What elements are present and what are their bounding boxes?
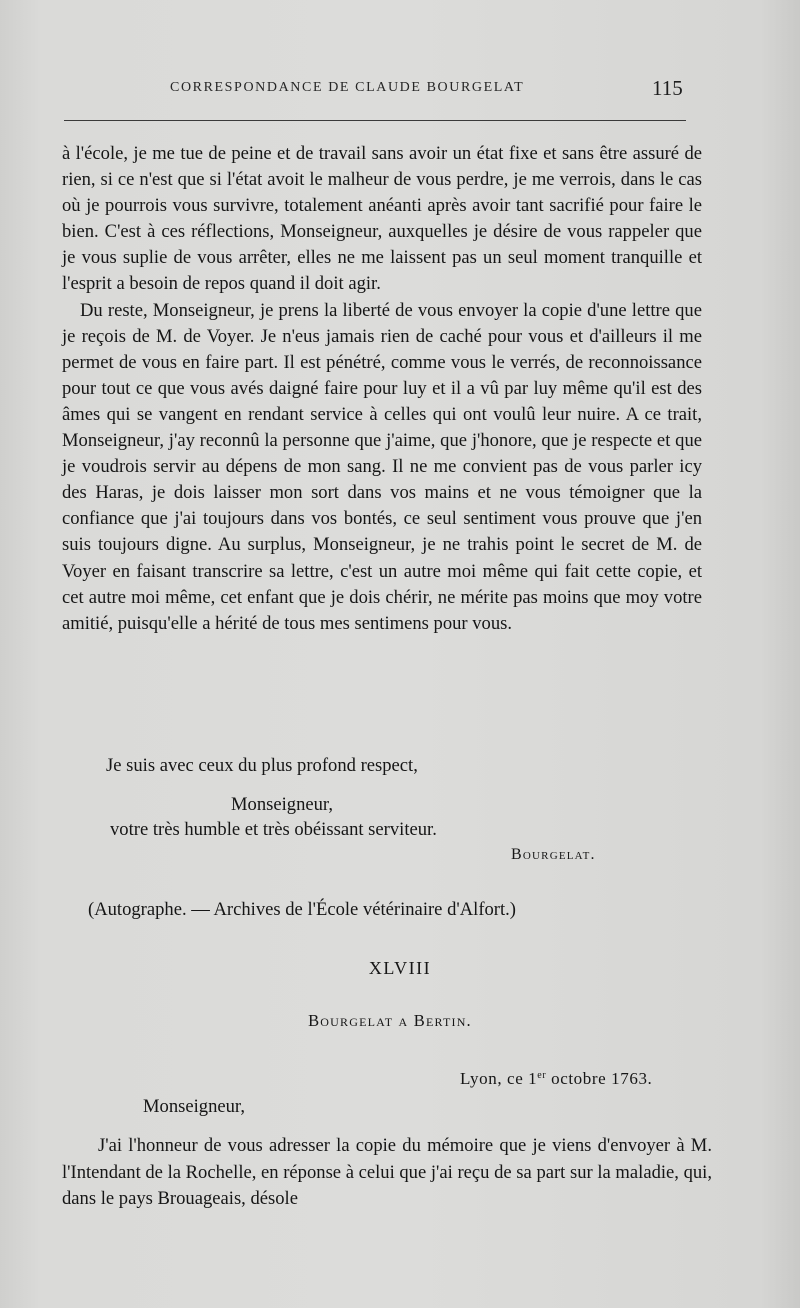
running-head — [0, 76, 800, 102]
paragraph: à l'école, je me tue de peine et de travail sans avoir un état fixe et sans être assuré de rien, si ce n'est que si l'état avoit le malheur de vous perdre, je me verrois, dans le cas où je pourrois vous survivre, totalement anéanti après avoir tant sacrifié pour faire le bien. C'est à ces réflections, Monseigneur, auxquelles je désire de vous rappeler que je vous suplie de vous arrêter, elles ne me laissent pas un seul moment tranquille et l'esprit a besoin de repos quand il doit agir. — [62, 143, 702, 295]
letter-body — [62, 141, 702, 637]
source-note: (Autographe. — Archives de l'École vétérinaire d'Alfort.) — [88, 899, 517, 920]
dateline-superscript: er — [537, 1070, 547, 1081]
running-title: CORRESPONDANCE DE CLAUDE BOURGELAT — [170, 80, 525, 95]
letter-heading: Bourgelat a Bertin. — [308, 1011, 472, 1030]
salutation: Monseigneur, — [143, 1096, 246, 1117]
closing-respect: Je suis avec ceux du plus profond respect, — [106, 755, 418, 776]
header-rule — [64, 120, 686, 121]
letter-body-2 — [62, 1133, 712, 1213]
dateline-suffix: octobre 1763. — [546, 1069, 653, 1088]
paragraph: J'ai l'honneur de vous adresser la copie du mémoire que je viens d'envoyer à M. l'Intendant de la Rochelle, en réponse à celui que j'ai reçu de sa part sur la maladie, qui, dans le pays Brouageais, désole — [62, 1135, 712, 1209]
letter-number: XLVIII — [368, 958, 432, 978]
page-number: 115 — [652, 76, 683, 100]
closing-salutation: Monseigneur, — [231, 794, 334, 815]
dateline-prefix: Lyon, ce 1 — [460, 1069, 538, 1088]
closing-servant: votre très humble et très obéissant serviteur. — [110, 819, 437, 840]
signature: Bourgelat. — [511, 846, 596, 863]
dateline — [460, 1069, 652, 1089]
paragraph: Du reste, Monseigneur, je prens la liberté de vous envoyer la copie d'une lettre que je reçois de M. de Voyer. Je n'eus jamais rien de caché pour vous et d'ailleurs il me permet de vous en faire part. Il est pénétré, comme vous le verrés, de reconnoissance pour tout ce que vous avés daigné faire pour luy et il a vû par luy même qu'il est des âmes qui se vangent en rendant service à celles qui ont voulû leur nuire. A ce trait, Monseigneur, j'ay reconnû la personne que j'aime, que j'honore, que je respecte et que je voudrois servir au dépens de mon sang. Il ne me convient pas de vous parler icy des Haras, je dois laisser mon sort dans vos mains et ne vous témoigner que la confiance que j'ai toujours dans vos bontés, ce seul sentiment vous prouve que j'en suis toujours digne. Au surplus, Monseigneur, je ne trahis point le secret de M. de Voyer en faisant transcrire sa lettre, c'est un autre moi même qui fait cette copie, et cet autre moi même, cet enfant que je dois chérir, ne mérite pas moins que moy votre amitié, puisqu'elle a hérité de tous mes sentimens pour vous. — [62, 299, 702, 634]
